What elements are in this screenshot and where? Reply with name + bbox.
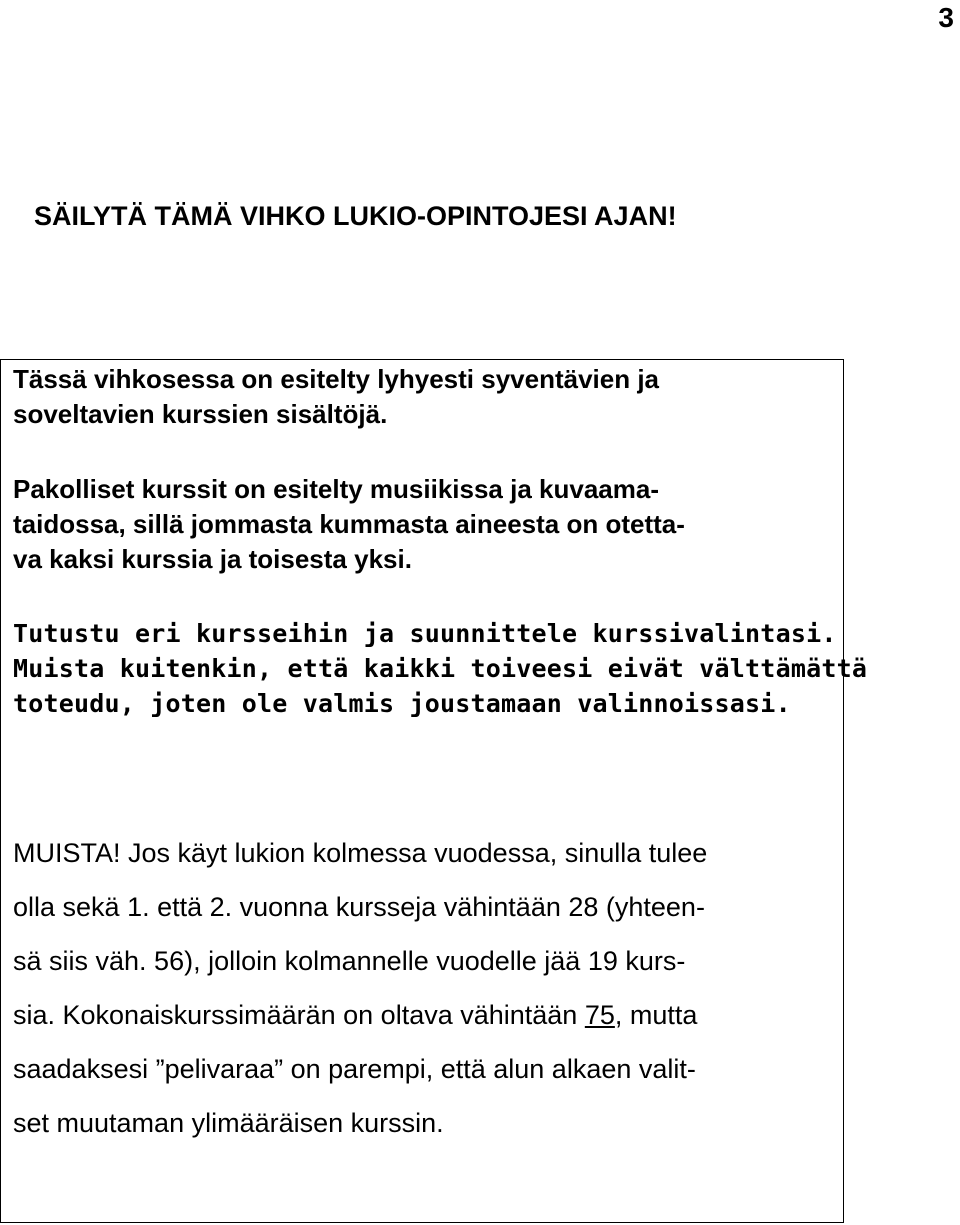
reminder-line [13,988,707,1042]
reminder-text: sia. Kokonaiskurssimäärän on oltava vähintään [13,1000,585,1030]
info-box [0,359,868,1223]
intro-paragraph [13,362,659,432]
reminder-line: saadaksesi ”pelivaraa” on parempi, että alun alkaen valit- [13,1054,696,1084]
mandatory-courses-paragraph [13,472,685,577]
reminder-line: olla sekä 1. että 2. vuonna kursseja vähintään 28 (yhteen- [13,892,705,922]
advice-line: toteudu, joten ole valmis joustamaan valinnoissasi. [13,689,791,718]
advice-line: Tutustu eri kursseihin ja suunnittele kurssivalintasi. [13,619,837,648]
reminder-line: set muutaman ylimääräisen kurssin. [13,1108,444,1138]
mandatory-line: Pakolliset kurssit on esitelty musiikissa ja kuvaama- [13,474,659,504]
mandatory-line: va kaksi kurssia ja toisesta yksi. [13,544,412,574]
reminder-line: MUISTA! Jos käyt lukion kolmessa vuodessa, sinulla tulee [13,838,708,868]
intro-line: soveltavien kurssien sisältöjä. [13,399,388,429]
reminder-paragraph [13,826,707,1150]
minimum-course-count: 75 [584,1000,615,1030]
intro-line: Tässä vihkosessa on esitelty lyhyesti syventävien ja [13,364,660,394]
page-number: 3 [938,2,954,33]
advice-line: Muista kuitenkin, että kaikki toiveesi eivät välttämättä [13,654,868,683]
reminder-line: sä siis väh. 56), jolloin kolmannelle vuodelle jää 19 kurs- [13,946,686,976]
mandatory-line: taidossa, sillä jommasta kummasta aineesta on otetta- [13,509,685,539]
page-heading: SÄILYTÄ TÄMÄ VIHKO LUKIO-OPINTOJESI AJAN! [34,201,677,231]
advice-paragraph [13,616,867,721]
reminder-text: , mutta [614,1000,698,1030]
